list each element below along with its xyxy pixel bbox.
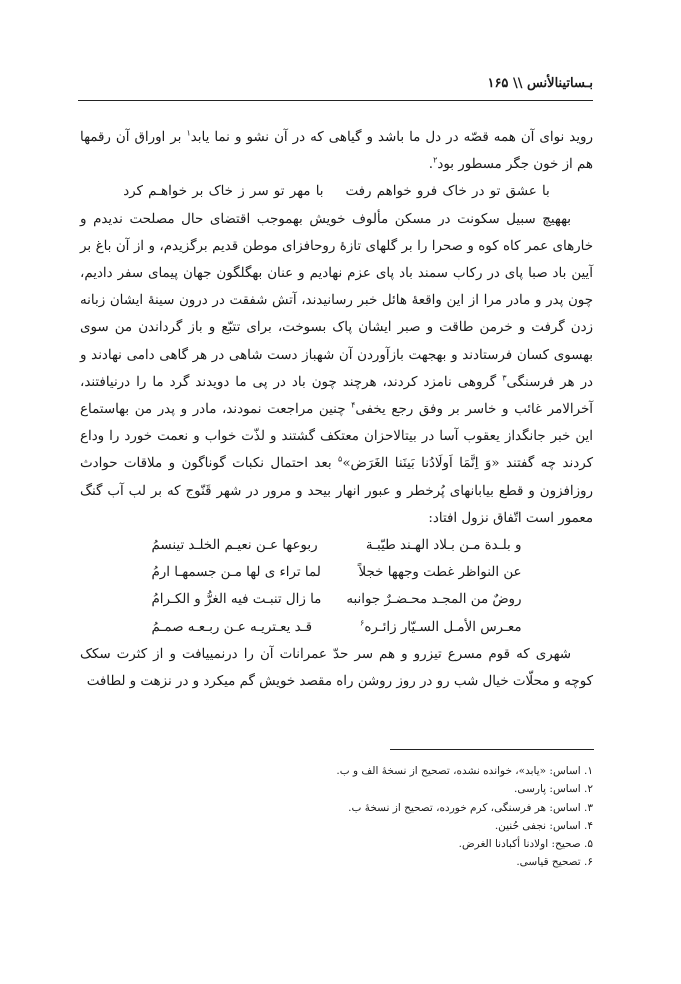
persian-couplet [80,178,593,205]
verse-right: و بلـدة مـن بـلاد الهـند طیّبـة [365,538,522,554]
running-header: بـساتینالأنس \\ ۱۶۵ [487,76,593,91]
footnote-rule [390,749,594,750]
paragraph-3: شهری که قوم مسرع تیزرو و هم سر حدّ عمرانات آن را درنمییافت و از کثرت سکک کوچه و محلّات خیال شب رو در روز روشن راه مقصد خویش گم میکرد و در نزهت و لطافت [80,646,593,689]
verse-right: روضٌ من المجـد محـضـرٌ جوانبه [346,592,522,608]
footnote-item: ۴. اساس: نجفی حُنین. [494,819,593,832]
paragraph-2: بههیچ سبیل سکونت در مسکن مألوف خویش بهموجب اقتضای حال مصلحت ندیدم و خارهای عمر کاه کوه و صحرا را بر گلهای تازهٔ روحافزای موطن قدیم برگزیدم، و از آن باغ بر آیین باد صبا پای در رکاب سمند باد پای عزم نهادیم و عنان بهگلگون جهان پیمای سفر دادیم، چون پدر و مادر مرا از این واقعهٔ هائل خبر رسانیدند، آتش شفقت در درون سینهٔ ایشان زبانه زدن گرفت و خرمن طاقت و صبر ایشان پاک بسوخت، برای تتبّع و باز گرداندن من سوی بهسوی کسان فرستادند و بهجهت بازآوردن آن شهباز دست شاهی در هر گاهی دامی نهادند و در هر فرسنگی$^۳$ گروهی نامزد کردند، هرچند چون باد در پی ما دویدند گرد ما را درنیافتند، آخرالامر غائب و خاسر بر وفق رجع یخفی$^۴$ چنین مراجعت نمودند، مادر و پدر من بهاستماع این خبر جانگداز یعقوب آسا در بیتالاحزان معتکف گشتند و لذّت خواب و نعمت خورد را وداع کردند چه گفتند «وَ اِنَّمَا اَولَادُنا بَینَنا الغَرَض»$^۵$ بعد احتمال نکبات گوناگون و ملاقات حوادث روزافزون و قطع بیابانهای پُرخطر و عبور انهار بیحد و مرور در شهر قَنّوج که بر لب آب گنگ معمور است اتّفاق نزول افتاد: [80,211,594,526]
verse-line [152,559,522,586]
footnote-ref-4[interactable]: ۴ [351,400,356,410]
verse-right: عن النواظر غطت وجهها خجلاً [358,565,522,581]
main-text [80,124,593,695]
verse-line [152,586,522,613]
header-rule [78,100,593,101]
footnote-ref-2[interactable]: ۲ [433,155,438,165]
footnote-item: ۵. صحیح: اولادنا أکبادنا الغرض. [458,838,593,851]
footnote-ref-3[interactable]: ۳ [502,373,507,383]
footnote-item: ۶. تصحیح قیاسی. [516,856,593,869]
verse-left: قـد یعـتریـه عـن ربـعـه صمـمُ [151,619,312,635]
verse-right: معـرس الأمـل السـیّار زائـره$^۶$ [360,618,522,635]
footnote-item: ۲. اساس: پارسی. [513,783,593,796]
footnotes [200,762,593,872]
paragraph-1: روید نوای آن همه قصّه در دل ما باشد و گیاهی که در آن نشو و نما یابد$^۱$ بر اوراق آن رقمها هم از خون جگر مسطور بود$^۲$. [80,128,593,173]
couplet-left: با مهر تو سر ز خاک بر خواهـم کرد [123,184,324,200]
footnote-item: ۳. اساس: هر فرسنگی، کرم خورده، تصحیح از نسخهٔ ب. [348,801,593,814]
footnote-ref-5[interactable]: ۵ [338,454,343,464]
footnote-ref-1[interactable]: ۱ [186,128,191,138]
footnote-item: ۱. اساس: «یابد»، خوانده نشده، تصحیح از نسخهٔ الف و ب. [336,765,593,777]
verse-line [152,614,522,641]
footnote-ref-6[interactable]: ۶ [360,618,365,628]
verse-left: ربوعها عـن نعیـم الخلـد تینسمُ [151,538,318,554]
verse-left: ما زال تنبـت فیه الغرُّ و الکـرامُ [151,592,322,608]
couplet-right: با عشق تو در خاک فرو خواهم رفت [345,184,550,200]
verse-left: لما تراء ی لها مـن جسمهـا ارمُ [151,565,321,581]
arabic-verses [152,532,522,641]
verse-line [152,532,522,559]
